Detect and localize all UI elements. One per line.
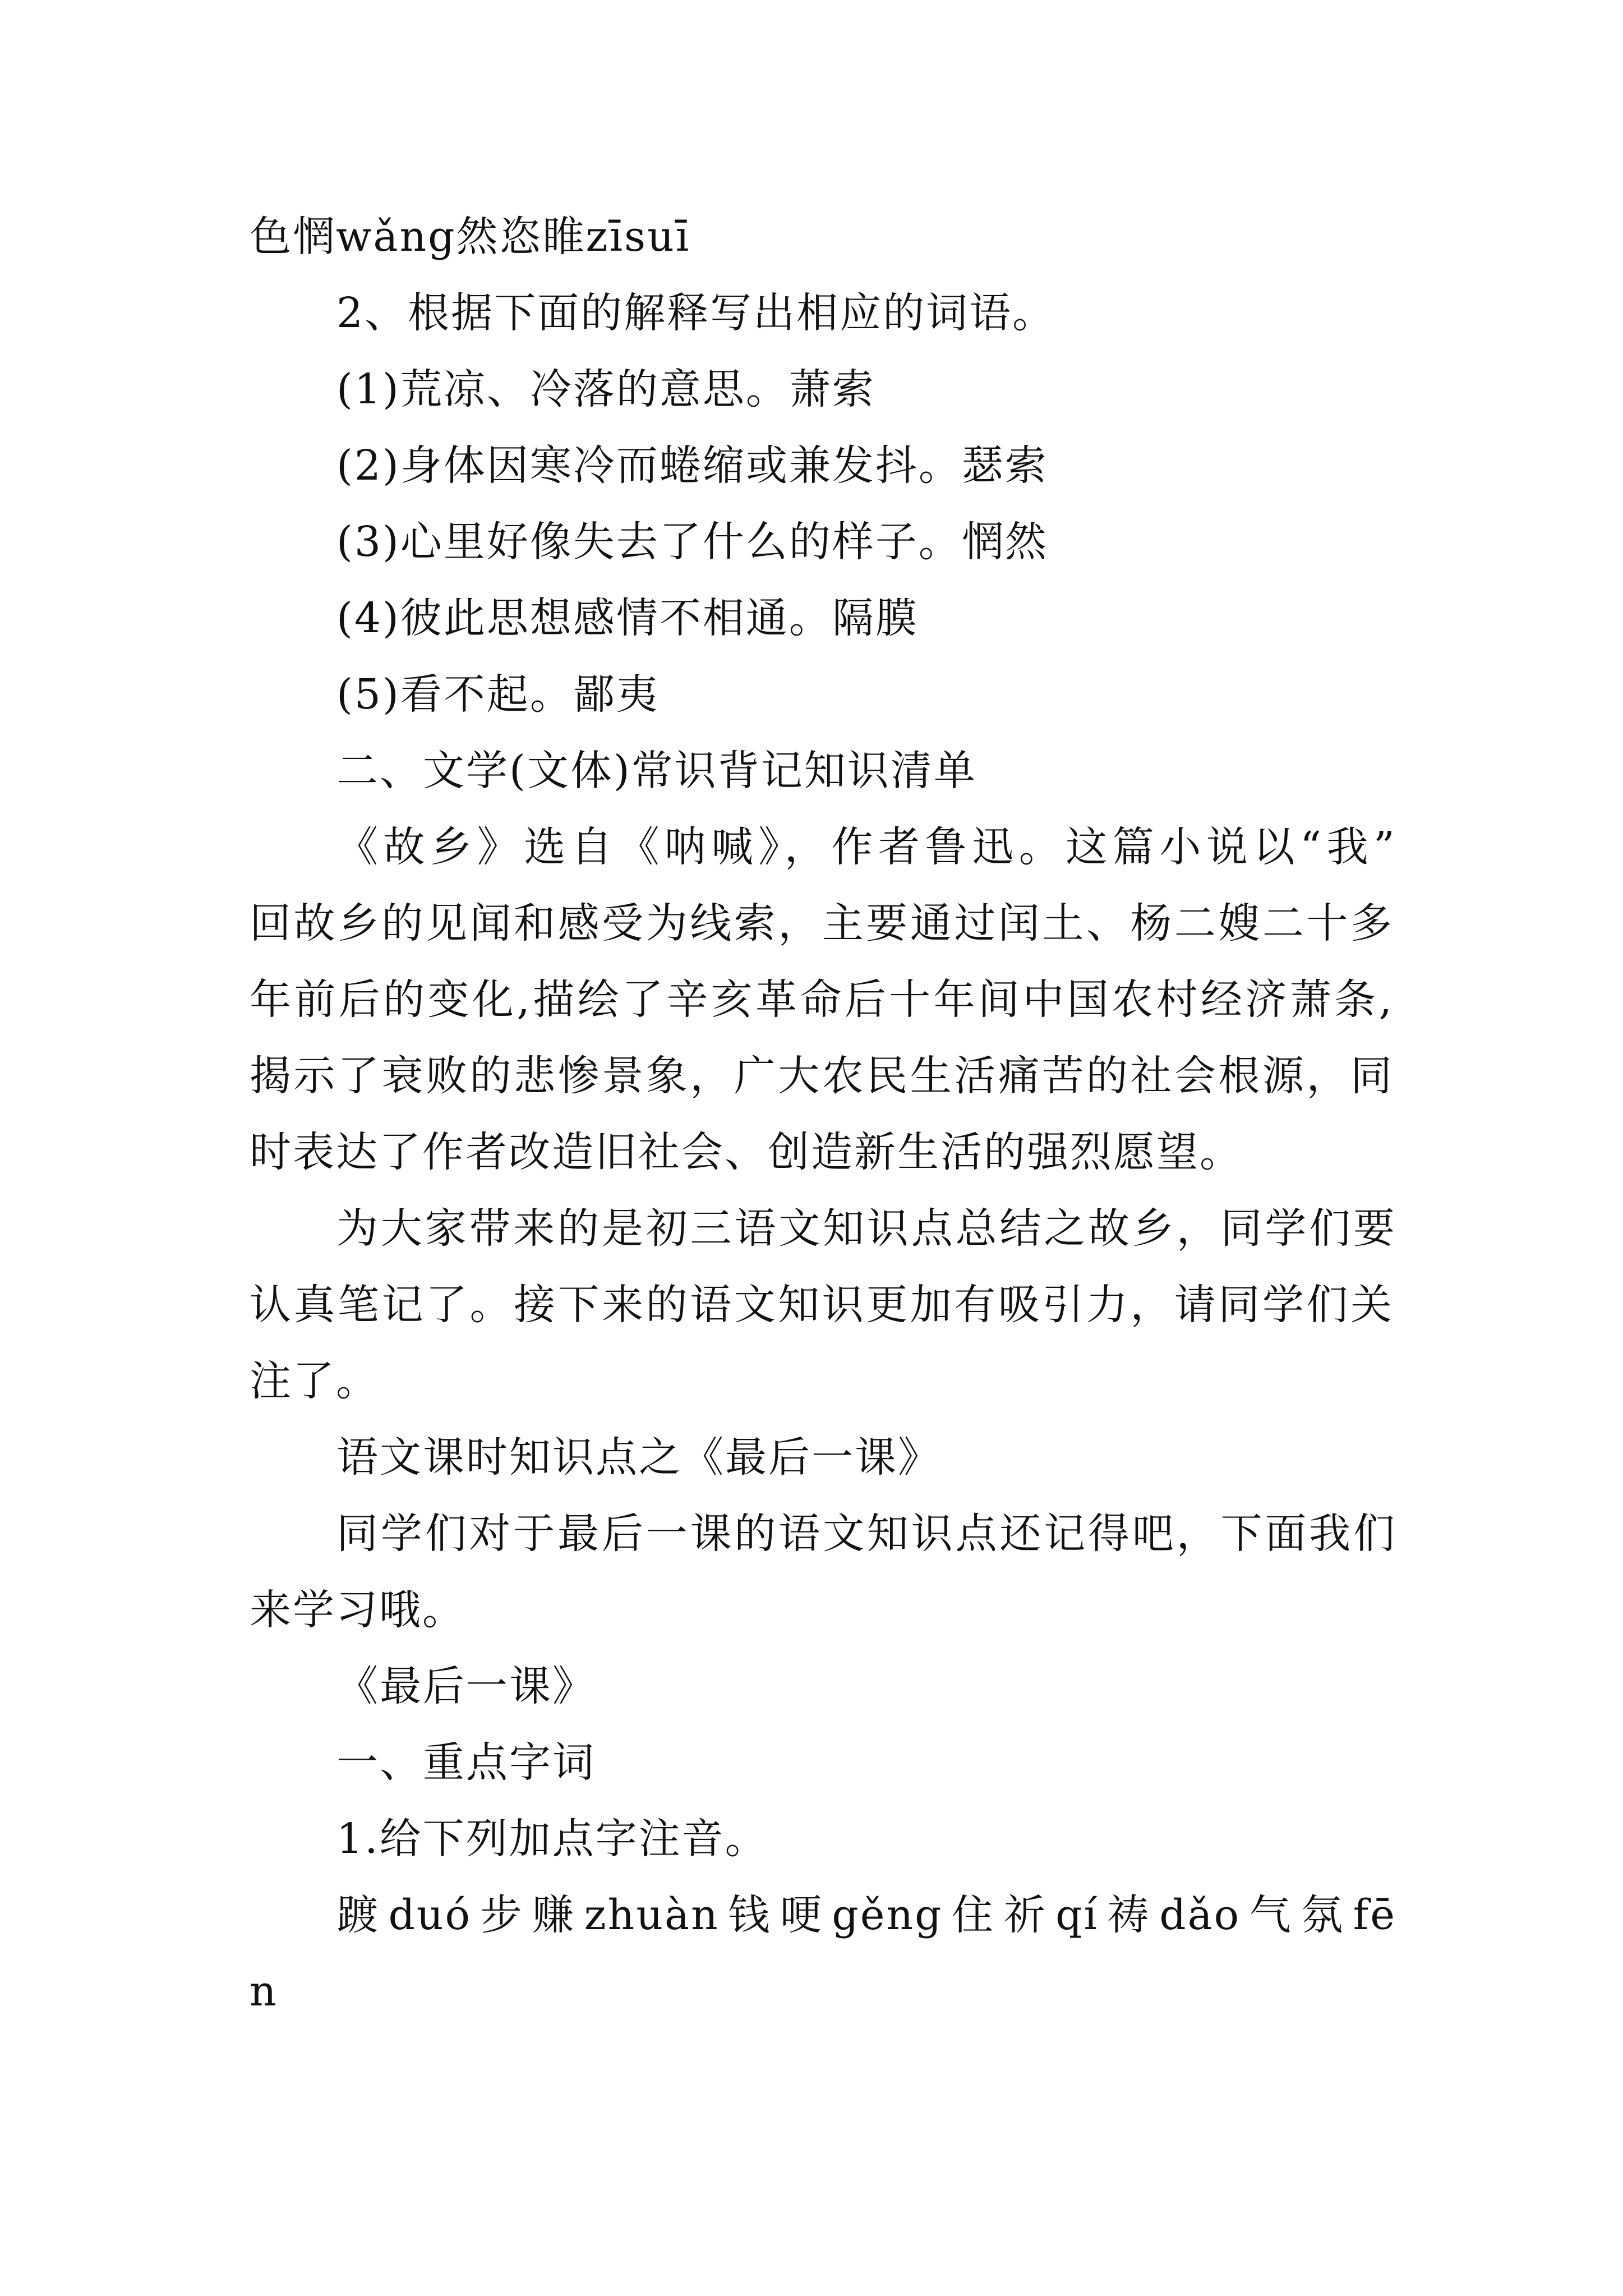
paragraph-guxiang-line-1: 《故乡》选自《呐喊》，作者鲁迅。这篇小说以“我”: [336, 823, 1396, 871]
paragraph-intro-line-2: 来学习哦。: [250, 1586, 465, 1634]
text-line-6: (4)彼此思想感情不相通。隔膜: [336, 594, 919, 642]
section-heading-literary-knowledge: 二、文学(文体)常识背记知识清单: [336, 747, 977, 795]
text-line-4: (2)身体因寒冷而蜷缩或兼发抖。瑟索: [336, 441, 1048, 490]
lesson-title: 《最后一课》: [336, 1662, 596, 1710]
section-heading-key-words: 一、重点字词: [336, 1738, 596, 1787]
paragraph-guxiang-line-3: 年前后的变化,描绘了辛亥革命后十年间中国农村经济萧条,: [250, 976, 1394, 1024]
paragraph-summary-line-2: 认真笔记了。接下来的语文知识更加有吸引力，请同学们关: [250, 1281, 1394, 1329]
text-line-5: (3)心里好像失去了什么的样子。惘然: [336, 518, 1048, 566]
pinyin-list-line-2: n: [250, 1967, 278, 2016]
paragraph-summary-line-3: 注了。: [250, 1357, 379, 1405]
paragraph-intro-line-1: 同学们对于最后一课的语文知识点还记得吧，下面我们: [336, 1510, 1396, 1558]
exercise-instruction: 1.给下列加点字注音。: [336, 1815, 768, 1863]
text-line-1: 色惘wǎng然恣睢zīsuī: [250, 213, 691, 261]
paragraph-summary-line-1: 为大家带来的是初三语文知识点总结之故乡，同学们要: [336, 1204, 1396, 1253]
section-title-last-lesson: 语文课时知识点之《最后一课》: [336, 1433, 941, 1481]
paragraph-guxiang-line-5: 时表达了作者改造旧社会、创造新生活的强烈愿望。: [250, 1128, 1243, 1176]
text-line-3: (1)荒凉、冷落的意思。萧索: [336, 365, 875, 413]
text-line-7: (5)看不起。鄙夷: [336, 670, 660, 719]
paragraph-guxiang-line-4: 揭示了衰败的悲惨景象，广大农民生活痛苦的社会根源，同: [250, 1052, 1394, 1100]
pinyin-list-line-1: 踱duó步赚zhuàn钱哽gěng住祈qí祷dǎo气氛fē: [336, 1891, 1396, 1939]
text-line-2: 2、根据下面的解释写出相应的词语。: [336, 289, 1056, 337]
paragraph-guxiang-line-2: 回故乡的见闻和感受为线索，主要通过闰土、杨二嫂二十多: [250, 899, 1394, 947]
